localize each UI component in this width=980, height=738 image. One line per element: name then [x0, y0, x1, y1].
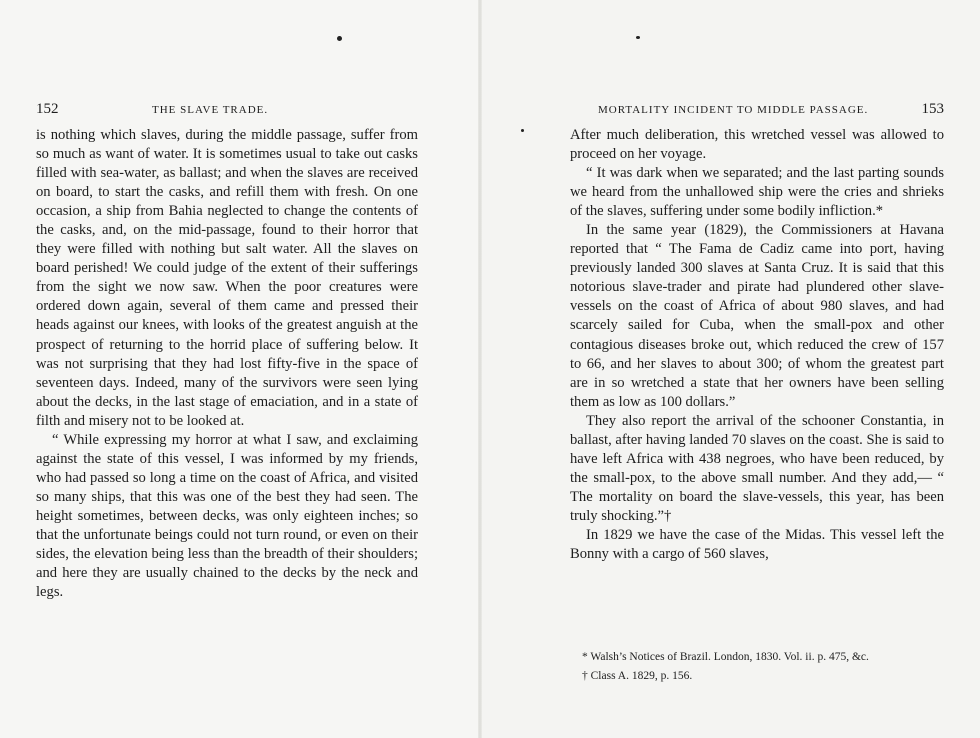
ink-speck [636, 36, 640, 39]
book-gutter [478, 0, 482, 738]
right-paragraph-3: In the same year (1829), the Commissioners at Havana reported that “ The Fama de Cadiz came into port, having previously landed 300 slaves at Santa Cruz. It is said that this notorious slave-trader and pirate had plundered other slave-vessels on the coast of Africa of about 980 slaves, and had scarcely sailed for Cuba, when the small-pox and other contagious diseases broke out, which reduced the crew of 157 to 66, and her slaves to about 300; of whom the greatest part are in so wretched a state that her owners have been selling them as low as 100 dollars.” [570, 222, 944, 410]
right-paragraph-5: In 1829 we have the case of the Midas. This vessel left the Bonny with a cargo of 560 slaves, [570, 526, 944, 563]
right-paragraph-2: “ It was dark when we separated; and the last parting sounds we heard from the unhallowed ship were the cries and shrieks of the slaves, suffering under some bodily infliction.* [570, 165, 944, 220]
footnotes [570, 648, 944, 686]
right-paragraph-4: They also report the arrival of the schooner Constantia, in ballast, after having landed 70 slaves on the coast. She is said to have left Africa with 438 negroes, who have been reduced, by the small-pox, to the above small number. And they add,— “ The mortality on board the slave-vessels, this year, has been truly shocking.”† [570, 412, 944, 524]
right-page-header [570, 101, 944, 119]
right-paragraph-1: After much deliberation, this wretched vessel was allowed to proceed on her voyage. [570, 127, 944, 163]
right-page-number: 153 [921, 101, 944, 117]
right-page [480, 0, 980, 738]
right-page-body [570, 126, 944, 564]
right-running-head: MORTALITY INCIDENT TO MIDDLE PASSAGE. [598, 104, 869, 116]
ink-speck [521, 129, 524, 132]
footnote-2: † Class A. 1829, p. 156. [582, 670, 693, 682]
ink-speck [337, 36, 342, 41]
left-page-number: 152 [36, 101, 59, 117]
left-running-head: THE SLAVE TRADE. [152, 104, 269, 116]
left-page-body [36, 126, 418, 602]
left-paragraph-1: is nothing which slaves, during the middle passage, suffer from so much as want of water. It is sometimes usual to take out casks filled with sea-water, as ballast; and when the slaves are received on board, to start the casks, and refill them with fresh. On one occasion, a ship from Bahia neglected to change the contents of the casks, and, on the mid-passage, found to their horror that they were filled with nothing but salt water. All the slaves on board perished! We could judge of the extent of their sufferings from the sight we now saw. When the poor creatures were ordered down again, several of them came and pressed their heads against our knees, with looks of the greatest anguish at the prospect of returning to the horrid place of suffering below. It was not surprising that they had lost fifty-five in the space of seventeen days. Indeed, many of the survivors were seen lying about the decks, in the last stage of emaciation, and in a state of filth and misery not to be looked at. [36, 127, 418, 429]
footnote-1: * Walsh’s Notices of Brazil. London, 1830. Vol. ii. p. 475, &c. [582, 651, 869, 663]
left-page-header [36, 101, 422, 119]
left-paragraph-2: “ While expressing my horror at what I saw, and exclaiming against the state of this vessel, I was informed by my friends, who had passed so long a time on the coast of Africa, and visited so many ships, that this was one of the best they had seen. The height sometimes, between decks, was only eighteen inches; so that the unfortunate beings could not turn round, or even on their sides, the elevation being less than the breadth of their shoulders; and here they are usually chained to the decks by the neck and legs. [36, 431, 418, 601]
left-page [0, 0, 480, 738]
